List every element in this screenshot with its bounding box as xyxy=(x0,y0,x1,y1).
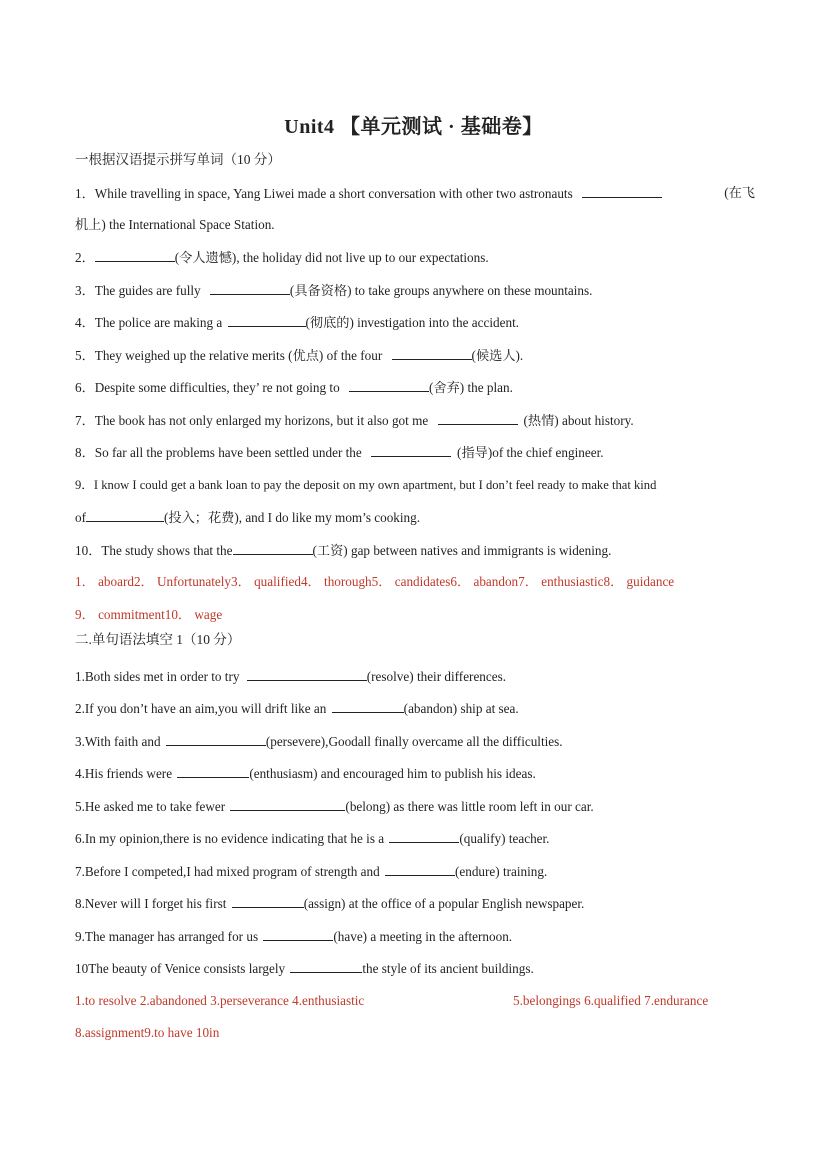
s1-question-1-cont: 机上) the International Space Station. xyxy=(75,217,275,232)
question-text: 6.In my opinion,there is no evidence indicating that he is a xyxy=(75,831,385,846)
question-hint: (具备资格) xyxy=(289,283,352,298)
s2-question-10 xyxy=(75,960,755,977)
s2-question-1 xyxy=(75,668,755,685)
question-text: 9.The manager has arranged for us xyxy=(75,929,259,944)
question-text-post: ship at sea. xyxy=(457,701,519,716)
s2-answers-part-b: 5.belongings 6.qualified 7.endurance xyxy=(513,993,709,1008)
answer-blank[interactable] xyxy=(392,347,472,360)
question-text-post: of the chief engineer. xyxy=(492,445,604,460)
answer-blank[interactable] xyxy=(228,314,306,327)
answer-blank[interactable] xyxy=(232,895,304,908)
question-hint: (在飞 xyxy=(724,185,755,200)
section2-heading: 二.单句语法填空 1（10 分） xyxy=(75,632,241,647)
s1-question-3 xyxy=(75,282,755,299)
answer-blank[interactable] xyxy=(385,863,455,876)
answer-blank[interactable] xyxy=(210,282,290,295)
question-text: 5.He asked me to take fewer xyxy=(75,799,226,814)
section1-heading: 一根据汉语提示拼写单词（10 分） xyxy=(75,152,281,167)
question-hint: (endure) xyxy=(454,864,500,879)
s2-question-5 xyxy=(75,798,755,815)
question-text-post: their differences. xyxy=(413,669,507,684)
answer-blank[interactable] xyxy=(233,542,313,555)
question-hint: (令人遗憾) xyxy=(174,250,237,265)
answer-blank[interactable] xyxy=(177,765,249,778)
s2-answers-line-2: 8.assignment9.to have 10in xyxy=(75,1025,220,1040)
s1-question-7 xyxy=(75,412,755,429)
s2-question-7 xyxy=(75,863,755,880)
question-text: 7.Before I competed,I had mixed program of strength and xyxy=(75,864,380,879)
question-hint: (彻底的) xyxy=(305,315,354,330)
question-number: 7． xyxy=(75,413,95,428)
question-text-post: teacher. xyxy=(505,831,550,846)
question-text-post: ,Goodall finally overcame all the difficulties. xyxy=(325,734,563,749)
s2-question-4 xyxy=(75,765,755,782)
question-hint: (qualify) xyxy=(459,831,506,846)
question-hint: (abandon) xyxy=(403,701,458,716)
question-text: 2.If you don’t have an aim,you will drift like an xyxy=(75,701,327,716)
question-hint: (enthusiasm) xyxy=(249,766,318,781)
question-text: The police are making a xyxy=(94,315,223,330)
s2-answers-line-1 xyxy=(75,993,755,1009)
answer-blank[interactable] xyxy=(166,733,266,746)
question-text-post: and encouraged him to publish his ideas. xyxy=(317,766,536,781)
s2-question-8 xyxy=(75,895,755,912)
question-text-post: a meeting in the afternoon. xyxy=(367,929,513,944)
answer-blank[interactable] xyxy=(247,668,367,681)
answer-blank[interactable] xyxy=(389,830,459,843)
question-hint: (belong) xyxy=(345,799,391,814)
question-hint: (候选人) xyxy=(471,348,520,363)
question-text: 1.Both sides met in order to try xyxy=(75,669,240,684)
s2-question-9 xyxy=(75,928,755,945)
s1-question-9-cont xyxy=(75,509,755,526)
question-hint: (工资) xyxy=(312,543,348,558)
answer-blank[interactable] xyxy=(230,798,345,811)
s1-answers-line-1: 1． aboard2． Unfortunately3． qualified4． thorough5． candidates6． abandon7． enthusiastic8． guidance xyxy=(75,574,675,589)
answer-blank[interactable] xyxy=(349,379,429,392)
s2-answers-part-a: 1.to resolve 2.abandoned 3.perseverance 4.enthusiastic xyxy=(75,993,365,1008)
question-text-post: at the office of a popular English newspaper. xyxy=(345,896,585,911)
answer-blank[interactable] xyxy=(438,412,518,425)
question-text: So far all the problems have been settled under the xyxy=(94,445,362,460)
s1-answers-line-2: 9． commitment10． wage xyxy=(75,607,223,622)
question-number: 6． xyxy=(75,380,95,395)
question-number: 3． xyxy=(75,283,95,298)
s1-question-5 xyxy=(75,347,755,364)
question-text: 3.With faith and xyxy=(75,734,161,749)
question-text: , the holiday did not live up to our expectations. xyxy=(236,250,489,265)
answer-blank[interactable] xyxy=(371,444,451,457)
question-text: They weighed up the relative merits (优点) of the four xyxy=(94,348,383,363)
answer-blank[interactable] xyxy=(332,700,404,713)
question-number: 5． xyxy=(75,348,95,363)
s1-question-10 xyxy=(75,542,755,559)
s1-question-8 xyxy=(75,444,755,461)
question-text: The study shows that the xyxy=(101,543,233,558)
page-title: Unit4 【单元测试 · 基础卷】 xyxy=(284,116,543,138)
question-text-post: about history. xyxy=(558,413,634,428)
question-text: Despite some difficulties, they’ re not going to xyxy=(94,380,340,395)
s2-question-6 xyxy=(75,830,755,847)
question-text-post: , and I do like my mom’s cooking. xyxy=(238,510,421,525)
question-text: I know I could get a bank loan to pay the deposit on my own apartment, but I don’t feel ready to make that kind xyxy=(93,478,657,492)
question-hint: (persevere) xyxy=(265,734,326,749)
question-hint: (舍弃) xyxy=(428,380,465,395)
answer-blank[interactable] xyxy=(290,960,362,973)
s2-question-3 xyxy=(75,733,755,750)
question-text: While travelling in space, Yang Liwei made a short conversation with other two astronauts xyxy=(94,186,573,201)
question-text-post: to take groups anywhere on these mountains. xyxy=(351,283,593,298)
question-number: 9． xyxy=(75,478,94,492)
question-text-post: gap between natives and immigrants is widening. xyxy=(347,543,612,558)
question-text-post: as there was little room left in our car. xyxy=(390,799,594,814)
question-text: 4.His friends were xyxy=(75,766,173,781)
question-text: 10The beauty of Venice consists largely xyxy=(75,961,286,976)
question-text-post: the plan. xyxy=(464,380,513,395)
question-number: 10． xyxy=(75,543,102,558)
question-text-post: the style of its ancient buildings. xyxy=(362,961,534,976)
question-hint: (指导) xyxy=(457,445,493,460)
question-number: 2． xyxy=(75,250,95,265)
s1-question-6 xyxy=(75,379,755,396)
question-text: The book has not only enlarged my horizons, but it also got me xyxy=(94,413,429,428)
answer-blank[interactable] xyxy=(95,249,175,262)
question-hint: (投入；花费) xyxy=(164,510,239,525)
question-hint: (have) xyxy=(333,929,368,944)
question-text: 8.Never will I forget his first xyxy=(75,896,227,911)
s1-question-4 xyxy=(75,314,755,331)
s1-question-2 xyxy=(75,249,755,266)
question-text: The guides are fully xyxy=(94,283,201,298)
question-number: 1． xyxy=(75,186,95,201)
question-text-cont: of xyxy=(75,510,86,525)
question-text-post: training. xyxy=(499,864,548,879)
question-text-post: . xyxy=(519,348,524,363)
question-hint: (热情) xyxy=(523,413,559,428)
question-hint: (resolve) xyxy=(366,669,414,684)
answer-blank[interactable] xyxy=(263,928,333,941)
s1-question-1 xyxy=(75,185,755,202)
s2-question-2 xyxy=(75,700,755,717)
question-number: 8． xyxy=(75,445,95,460)
question-hint: (assign) xyxy=(303,896,346,911)
answer-blank[interactable] xyxy=(86,509,164,522)
s1-question-9 xyxy=(75,477,755,493)
question-text-post: investigation into the accident. xyxy=(353,315,520,330)
question-number: 4． xyxy=(75,315,95,330)
answer-blank[interactable] xyxy=(582,185,662,198)
